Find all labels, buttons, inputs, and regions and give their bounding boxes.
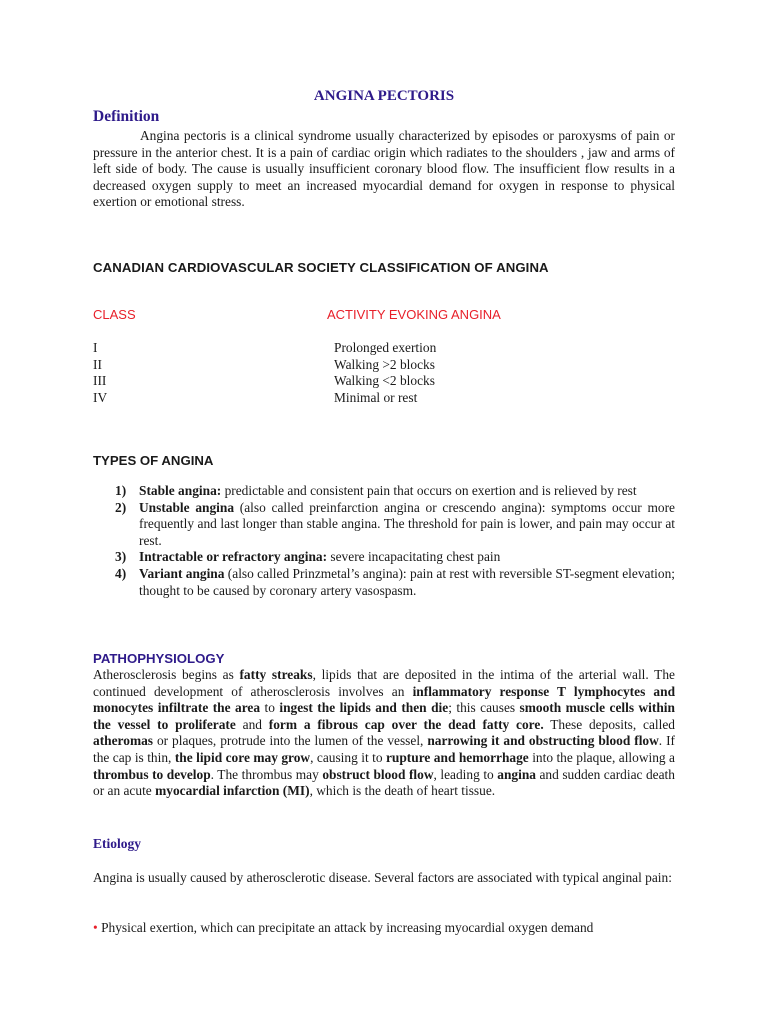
bold-term: narrowing it and obstructing blood flow [427, 733, 659, 749]
bold-term: fatty streaks [239, 667, 313, 682]
page-title: ANGINA PECTORIS [313, 88, 455, 104]
text-run: or plaques, protrude into the lumen of the vessel, [153, 733, 428, 749]
pathophysiology-paragraph [93, 667, 675, 800]
bullet-text: Physical exertion, which can precipitate an attack by increasing myocardial oxygen demand [101, 920, 594, 935]
bold-term: rupture and hemorrhage [385, 749, 529, 765]
bold-term: ingest the lipids and then die [279, 700, 449, 716]
bold-term: angina [497, 766, 536, 782]
type-name: Unstable angina [139, 499, 235, 515]
etiology-paragraph: Angina is usually caused by atherosclerotic disease. Several factors are associated with typical anginal pain: [93, 870, 672, 885]
text-run: into the plaque, allowing a [528, 749, 675, 765]
bullet-item [93, 920, 675, 937]
list-number: 4) [115, 565, 127, 581]
list-number: 2) [115, 499, 127, 515]
bold-term: inflammatory response T lymphocytes and monocytes infiltrate the area [93, 683, 676, 716]
text-run: , which is the death of heart tissue. [309, 783, 496, 799]
text-run: , causing it to [310, 749, 386, 765]
types-heading: TYPES OF ANGINA [93, 453, 214, 468]
activity-value: Walking >2 blocks [334, 356, 435, 372]
type-description: severe incapacitating chest pain [327, 549, 501, 565]
type-name: Stable angina: [139, 483, 222, 498]
class-value: I [93, 340, 98, 355]
list-item [93, 483, 675, 500]
bold-term: the lipid core may grow [174, 749, 311, 765]
class-column-header: CLASS [93, 307, 136, 322]
class-value: III [93, 373, 107, 389]
type-name: Intractable or refractory angina: [139, 549, 328, 565]
classification-table [93, 340, 675, 406]
class-value: IV [93, 389, 108, 405]
pathophysiology-heading: PATHOPHYSIOLOGY [93, 651, 225, 666]
bullet-icon: • [93, 920, 98, 935]
definition-heading: Definition [93, 108, 160, 125]
definition-paragraph: Angina pectoris is a clinical syndrome usually characterized by episodes or paroxysms of pain or pressure in the anterior chest. It is a pain of cardiac origin which radiates to the shoulders , jaw and arms of left side of body. The cause is usually insufficient coronary blood flow. The insufficient flow results in a decreased oxygen supply to meet an increased myocardial demand for oxygen in response to physical exertion or emotional stress. [93, 128, 675, 210]
list-number: 1) [115, 483, 127, 498]
bold-term: obstruct blood flow [322, 766, 434, 782]
bold-term: form a fibrous cap over the dead fatty core. [268, 716, 544, 732]
classification-row [93, 373, 675, 390]
types-list [93, 483, 675, 599]
classification-table-header [93, 307, 675, 324]
text-run: and sudden cardiac death or an acute [93, 766, 675, 799]
type-description: predictable and consistent pain that occurs on exertion and is relieved by rest [221, 483, 637, 498]
activity-value: Prolonged exertion [334, 340, 437, 355]
text-run: to [260, 700, 280, 716]
etiology-heading: Etiology [93, 836, 142, 851]
text-run: and [235, 716, 269, 732]
type-description: (also called Prinzmetal’s angina): pain at rest with reversible ST-segment elevation; thought to be caused by coronary artery vasospasm. [139, 565, 676, 598]
bold-term: thrombus to develop [93, 766, 211, 782]
activity-value: Walking <2 blocks [334, 373, 435, 389]
classification-row [93, 357, 675, 374]
text-run: Atherosclerosis begins as [93, 667, 240, 682]
classification-row [93, 390, 675, 407]
text-run: . The thrombus may [210, 766, 323, 782]
text-run: , lipids that are deposited in the intima of the arterial wall. The continued development of atherosclerosis involves an [93, 667, 675, 699]
bold-term: atheromas [93, 733, 154, 749]
text-run: , leading to [433, 766, 498, 782]
classification-row [93, 340, 675, 357]
activity-column-header: ACTIVITY EVOKING ANGINA [327, 307, 501, 322]
list-item [93, 549, 675, 566]
list-number: 3) [115, 549, 127, 565]
class-value: II [93, 356, 102, 372]
classification-heading: CANADIAN CARDIOVASCULAR SOCIETY CLASSIFICATION OF ANGINA [93, 260, 549, 275]
text-run: These deposits, called [543, 716, 675, 732]
activity-value: Minimal or rest [334, 389, 418, 405]
type-name: Variant angina [139, 565, 225, 581]
bold-term: myocardial infarction (MI) [155, 783, 310, 799]
text-run: ; this causes [448, 700, 520, 716]
list-item [93, 500, 675, 550]
type-description: (also called preinfarction angina or crescendo angina): symptoms occur more frequently and last longer than stable angina. The threshold for pain is lower, and pain may occur at rest. [139, 499, 675, 548]
bold-term: smooth muscle cells within the vessel to proliferate [93, 700, 675, 732]
text-run: . If the cap is thin, [93, 733, 675, 765]
list-item [93, 566, 675, 599]
